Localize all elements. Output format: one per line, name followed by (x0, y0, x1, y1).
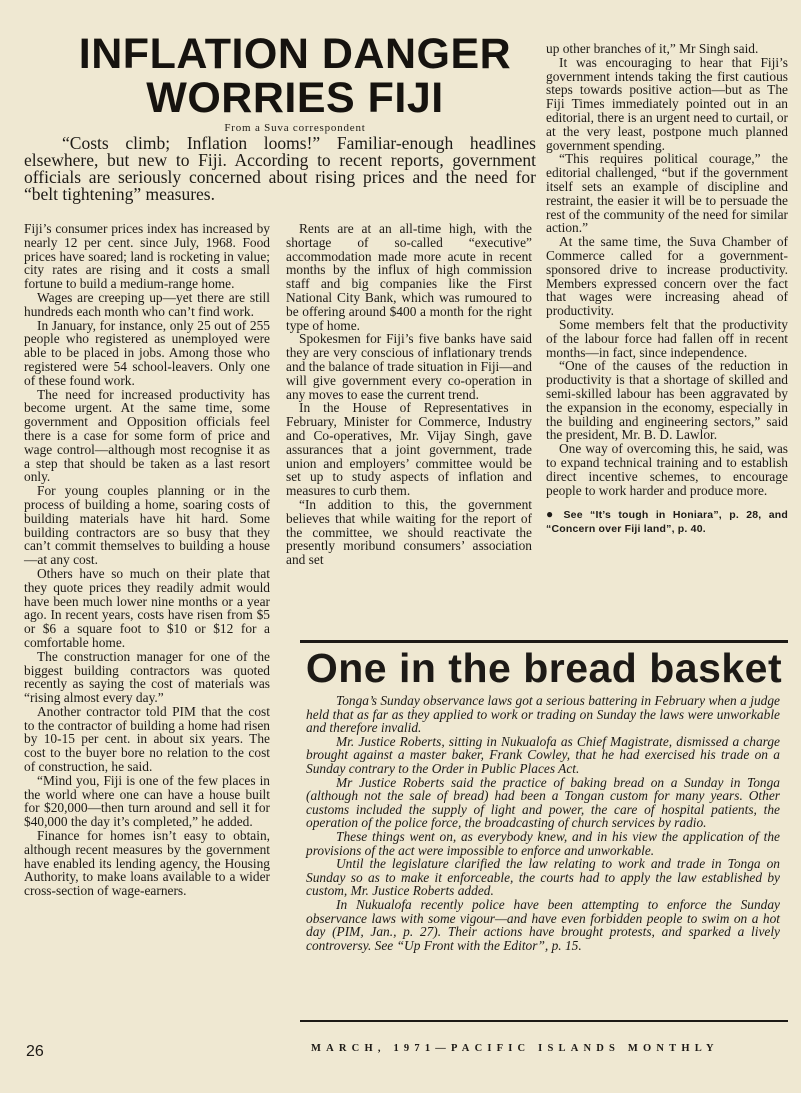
paragraph: Fiji’s consumer prices index has increased by nearly 12 per cent. since July, 1968. Food prices have soared; land is rocketing in value; city rates are rising and it costs a small fortune to build a medium-range home. (24, 221, 270, 292)
sidebar-headline: One in the bread basket (305, 645, 783, 691)
paragraph: At the same time, the Suva Chamber of Commerce called for a government-sponsored drive to increase productivity. Members expressed concern over the fact that wages were increasing ahead of productivity. (546, 234, 788, 319)
sidebar-bottom-rule (300, 1020, 788, 1022)
paragraph: Finance for homes isn’t easy to obtain, although recent measures by the government have enabled its lending agency, the Housing Authority, to make loans available to a wider cross-section of wage-earners. (24, 828, 270, 899)
paragraph: “This requires political courage,” the editorial challenged, “but if the government itself sets an example of discipline and restraint, the easier it will be to persuade the rest of the community of the need for similar action.” (546, 151, 788, 236)
paragraph: In the House of Representatives in February, Minister for Commerce, Industry and Co-operatives, Mr. Vijay Singh, gave assurances that a joint government, trade union and employers’ committee would be set up to study aspects of inflation and measures to curb them. (286, 400, 532, 499)
paragraph: One way of overcoming this, he said, was to expand technical training and to establish direct incentive schemes, to encourage people to work harder and produce more. (546, 441, 788, 498)
paragraph: Some members felt that the productivity of the labour force had fallen off in recent months—in fact, since independence. (546, 316, 788, 360)
see-also-note (546, 507, 788, 536)
paragraph: Spokesmen for Fiji’s five banks have said they are very conscious of inflationary trends and the balance of trade situation in Fiji—and will give government every co-operation in any moves to ease the current trend. (286, 331, 532, 402)
paragraph: The need for increased productivity has become urgent. At the same time, some government and Opposition officials feel there is a case for some form of price and wage control—although most recognise it as a step that should be taken as a last resort only. (24, 386, 270, 485)
paragraph: Others have so much on their plate that they quote prices they readily admit would have been much lower nine months or a year ago. In recent years, costs have risen from $5 or $6 a square foot to $10 or $12 for a comfortable home. (24, 565, 270, 650)
paragraph: For young couples planning or in the process of building a home, soaring costs of building materials have hit hard. Some building contractors are so busy that they can’t commit themselves to building a house—at any cost. (24, 483, 270, 568)
sidebar-body (306, 694, 780, 952)
paragraph: These things went on, as everybody knew, and in his view the application of the provisions of the act were impossible to enforce and unworkable. (306, 828, 780, 858)
paragraph: Another contractor told PIM that the cost to the contractor of building a home had risen by 10-15 per cent. in about six years. The cost to the buyer bore no relation to the cost of construction, he said. (24, 703, 270, 775)
paragraph: up other branches of it,” Mr Singh said. (546, 41, 759, 56)
article-headline (60, 32, 530, 120)
sidebar-top-rule (300, 640, 788, 643)
paragraph: Wages are creeping up—yet there are still hundreds each month who can’t find work. (24, 289, 270, 319)
paragraph: It was encouraging to hear that Fiji’s government intends taking the first cautious steps towards positive action—but as The Fiji Times immediately pointed out in an editorial, there is an urgent need to curtail, or at the very least, postpone much planned government spending. (546, 54, 788, 153)
paragraph: Mr Justice Roberts said the practice of baking bread on a Sunday in Tonga (although not the sale of bread) had been a Tongan custom for many years. Other customs included the supply of light and power, the care of hospital patients, the operation of the police force, the broadcasting of church services by radio. (306, 774, 780, 831)
article-intro: “Costs climb; Inflation looms!” Familiar-enough headlines elsewhere, but new to Fiji. According to recent reports, government officials are seriously concerned about rising prices and the need for “belt tightening” measures. (24, 133, 536, 204)
paragraph: Rents are at an all-time high, with the shortage of so-called “executive” accommodation made more acute in recent months by the influx of high commission staff and big companies like the First National City Bank, which was rumoured to be offering around $400 a month for the right type of home. (286, 221, 532, 333)
paragraph: In Nukualofa recently police have been attempting to enforce the Sunday observance laws with some vigour—and have even forbidden people to swim on a hot day (PIM, Jan., p. 27). Their actions have brought protests, and sparked a lively controversy. See “Up Front with the Editor”, p. 15. (306, 896, 780, 953)
paragraph: “One of the causes of the reduction in productivity is that a shortage of skilled and semi-skilled labour has been aggravated by the expansion in the economy, especially in the building and engineering sectors,” said the president, Mr. B. D. Lawlor. (546, 358, 788, 443)
paragraph: In January, for instance, only 25 out of 255 people who registered as unemployed were able to be placed in jobs. Among those who registered were 54 school-leavers. Only one of these found work. (24, 317, 270, 388)
running-footer: MARCH, 1971—PACIFIC ISLANDS MONTHLY (311, 1043, 719, 1054)
page-number: 26 (26, 1043, 44, 1060)
paragraph: “Mind you, Fiji is one of the few places in the world where one can have a house built for $20,000—then turn around and sell it for $40,000 the day it’s completed,” he added. (24, 772, 270, 830)
paragraph: The construction manager for one of the biggest building contractors was quoted recently as saying the cost of materials was “rising almost every day.” (24, 648, 270, 706)
byline: From a Suva correspondent (224, 122, 366, 134)
article-column-1 (24, 222, 270, 898)
see-also-text: See “It’s tough in Honiara”, p. 28, and “Concern over Fiji land”, p. 40. (546, 509, 788, 536)
article-column-2 (286, 222, 532, 567)
paragraph: “In addition to this, the government believes that while waiting for the report of the committee, we should reactivate the presently moribund consumers’ association and set (286, 496, 532, 568)
headline-line-1: INFLATION DANGER (78, 30, 512, 78)
bullet-icon: ● (546, 507, 554, 522)
article-column-3 (546, 42, 788, 536)
headline-line-2: WORRIES FIJI (146, 74, 444, 122)
paragraph: Mr. Justice Roberts, sitting in Nukualofa as Chief Magistrate, dismissed a charge brought against a master baker, Frank Cowley, that he had exercised his trade on a Sunday contrary to the Order in Public Places Act. (306, 733, 780, 776)
paragraph: Until the legislature clarified the law relating to work and trade in Tonga on Sunday so as to make it enforceable, the courts had to apply the law established by custom, Mr. Justice Roberts added. (306, 856, 780, 899)
paragraph: Tonga’s Sunday observance laws got a serious battering in February when a judge held that as far as they applied to work or trading on Sunday the laws were unworkable and therefore invalid. (306, 693, 780, 736)
